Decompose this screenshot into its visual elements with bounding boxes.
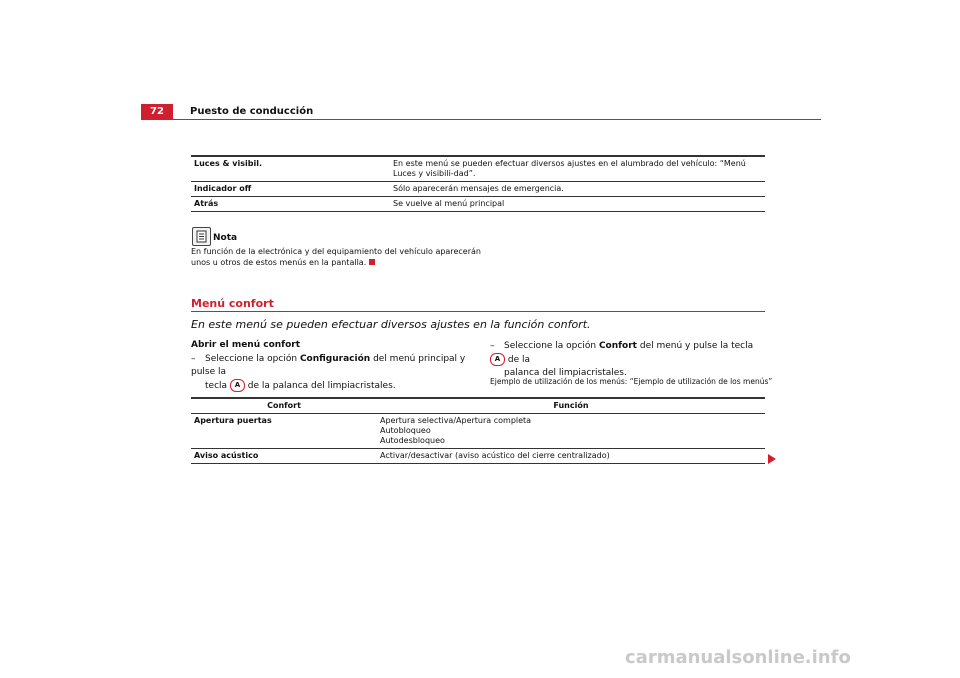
step-dash: – xyxy=(191,354,196,364)
row-value xyxy=(377,414,765,449)
table-row xyxy=(191,414,765,449)
header-divider xyxy=(141,119,821,120)
table-header-row xyxy=(191,398,765,414)
table-row xyxy=(191,197,765,212)
row-key: Atrás xyxy=(194,199,219,208)
step-1 xyxy=(191,353,476,393)
note-body: En función de la electrónica y del equipamiento del vehículo aparecerán unos u otros de estos menús en la pantalla. xyxy=(191,247,481,267)
value-line: Autodesbloqueo xyxy=(380,436,445,445)
table-row xyxy=(191,182,765,197)
table-row xyxy=(191,449,765,464)
column-header: Función xyxy=(553,401,589,410)
chapter-title: Puesto de conducción xyxy=(190,106,314,117)
row-value: Se vuelve al menú principal xyxy=(393,199,505,208)
note-text xyxy=(191,246,481,268)
step-text: del menú y pulse la tecla xyxy=(639,341,754,351)
page-number: 72 xyxy=(141,104,173,120)
section-divider xyxy=(191,311,765,312)
step-dash: – xyxy=(490,341,495,351)
step-text: de la palanca del limpiacristales. xyxy=(247,381,396,391)
subsection-title: Abrir el menú confort xyxy=(191,340,301,350)
step-text: Seleccione la opción xyxy=(205,354,298,364)
step-text: del menú principal y pulse la xyxy=(191,354,466,377)
row-value: Activar/desactivar (aviso acústico del cierre centralizado) xyxy=(380,451,610,460)
value-line: Apertura selectiva/Apertura completa xyxy=(380,416,532,425)
example-reference: Ejemplo de utilización de los menús: “Ejemplo de utilización de los menús” xyxy=(490,377,773,386)
step-2 xyxy=(490,340,770,380)
section-title: Menú confort xyxy=(191,297,274,310)
value-line: Autobloqueo xyxy=(380,426,431,435)
key-a-icon: A xyxy=(490,353,505,366)
option-name: Confort xyxy=(598,341,637,351)
note-title: Nota xyxy=(213,233,238,243)
column-header: Confort xyxy=(267,401,301,410)
row-key: Aviso acústico xyxy=(194,451,259,460)
row-key: Luces & visibil. xyxy=(194,159,262,168)
step-text: Seleccione la opción xyxy=(504,341,597,351)
note-icon xyxy=(192,227,211,246)
step-text: tecla xyxy=(205,381,228,391)
watermark: carmanualsonline.info xyxy=(625,647,851,668)
row-key: Indicador off xyxy=(194,184,252,193)
confort-table xyxy=(191,397,765,464)
row-value: Sólo aparecerán mensajes de emergencia. xyxy=(393,184,564,193)
menu-options-table xyxy=(191,155,765,212)
option-name: Configuración xyxy=(299,354,371,364)
table-row xyxy=(191,156,765,182)
section-intro: En este menú se pueden efectuar diversos ajustes en la función confort. xyxy=(191,318,591,331)
step-text: de la xyxy=(507,355,531,365)
row-value: En este menú se pueden efectuar diversos ajustes en el alumbrado del vehículo: “Menú Luces y visibili-dad”. xyxy=(393,159,746,178)
next-page-arrow-icon xyxy=(768,454,776,464)
row-key: Apertura puertas xyxy=(194,416,272,425)
key-a-icon: A xyxy=(230,379,245,392)
end-of-note-icon xyxy=(369,259,375,265)
step-text: palanca del limpiacristales. xyxy=(504,368,627,378)
